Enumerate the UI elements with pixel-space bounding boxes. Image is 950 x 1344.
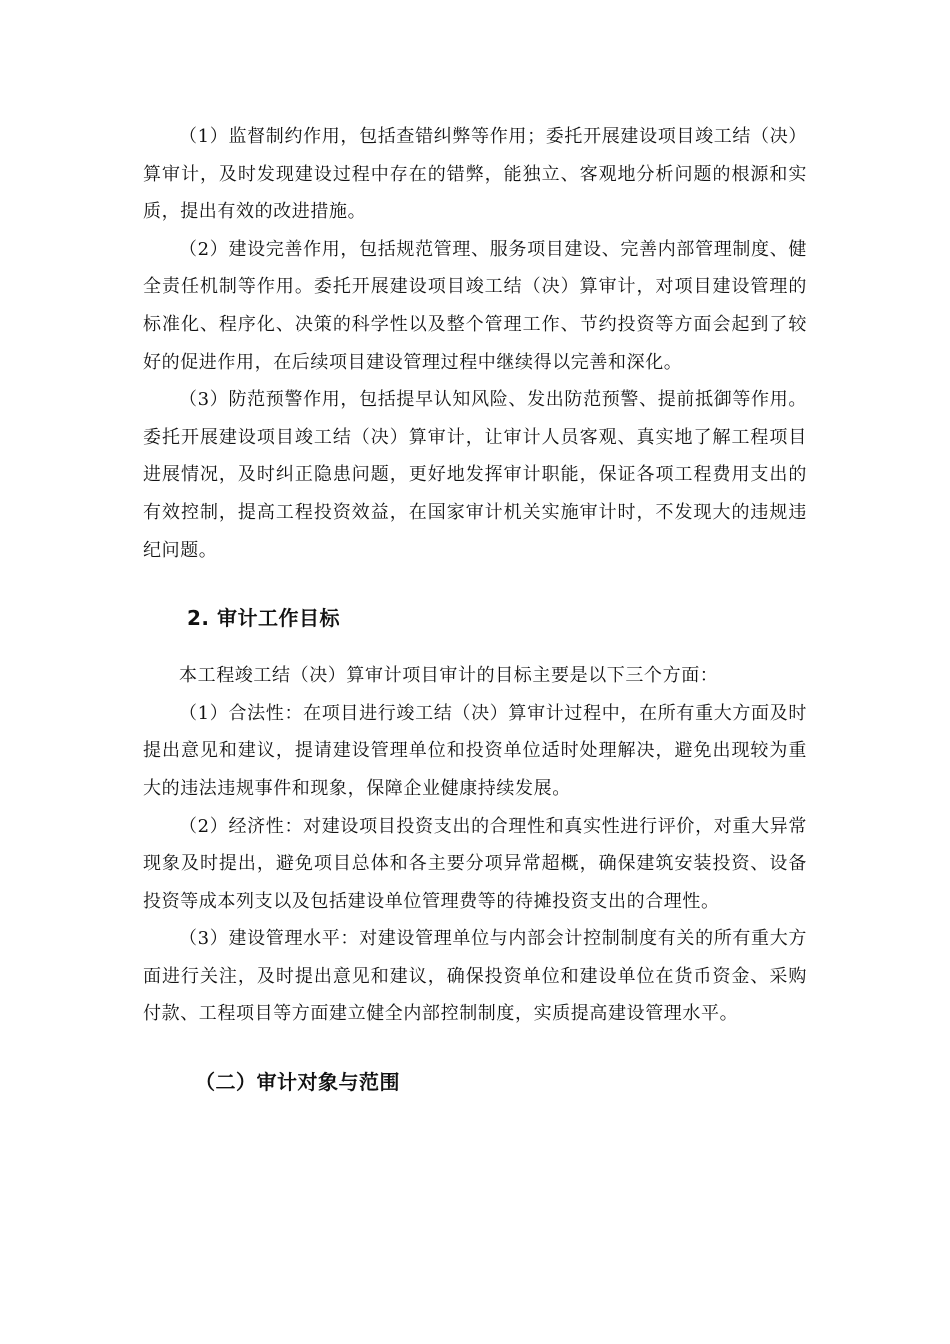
- role-paragraph-improvement: （2）建设完善作用，包括规范管理、服务项目建设、完善内部管理制度、健全责任机制等作用。委托开展建设项目竣工结（决）算审计，对项目建设管理的标准化、程序化、决策的科学性以及整个管理工作、节约投资等方面会起到了较好的促进作用，在后续项目建设管理过程中继续得以完善和深化。: [143, 238, 807, 373]
- goal-intro-paragraph: 本工程竣工结（决）算审计项目审计的目标主要是以下三个方面：: [179, 665, 719, 687]
- goal-paragraph-legality: （1）合法性：在项目进行竣工结（决）算审计过程中，在所有重大方面及时提出意见和建议，提请建设管理单位和投资单位适时处理解决，避免出现较为重大的违法违规事件和现象，保障企业健康持续发展。: [143, 702, 807, 799]
- goal-paragraph-economy: （2）经济性：对建设项目投资支出的合理性和真实性进行评价，对重大异常现象及时提出，避免项目总体和各主要分项异常超概，确保建筑安装投资、设备投资等成本列支以及包括建设单位管理费等的待摊投资支出的合理性。: [143, 815, 807, 912]
- role-paragraph-prevention: （3）防范预警作用，包括提早认知风险、发出防范预警、提前抵御等作用。委托开展建设项目竣工结（决）算审计，让审计人员客观、真实地了解工程项目进展情况，及时纠正隐患问题，更好地发挥审计职能，保证各项工程费用支出的有效控制，提高工程投资效益，在国家审计机关实施审计时，不发现大的违规违纪问题。: [143, 389, 807, 561]
- section-heading-audit-scope: （二）审计对象与范围: [195, 1070, 400, 1095]
- role-paragraph-supervision: （1）监督制约作用，包括查错纠弊等作用；委托开展建设项目竣工结（决）算审计，及时发现建设过程中存在的错弊，能独立、客观地分析问题的根源和实质，提出有效的改进措施。: [143, 126, 807, 223]
- page-content: [143, 118, 807, 1097]
- goal-paragraph-management: （3）建设管理水平：对建设管理单位与内部会计控制制度有关的所有重大方面进行关注，及时提出意见和建议，确保投资单位和建设单位在货币资金、采购付款、工程项目等方面建立健全内部控制制度，实质提高建设管理水平。: [143, 928, 807, 1025]
- section-heading-audit-goals: 2. 审计工作目标: [187, 606, 340, 631]
